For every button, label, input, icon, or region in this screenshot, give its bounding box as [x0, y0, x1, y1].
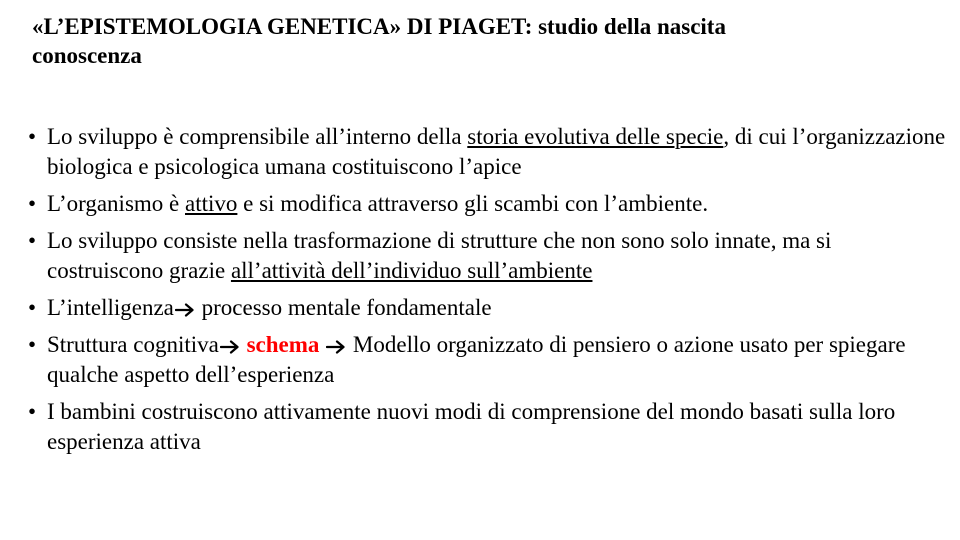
bullet-3-text: Lo sviluppo consiste nella trasformazione di strutture che non sono solo innate, ma si costruiscono grazie — [47, 228, 832, 283]
bullet-6-text: I bambini costruiscono attivamente nuovi modi di comprensione del mondo basati sulla loro esperienza attiva — [47, 399, 896, 454]
bullet-item-4 — [28, 293, 948, 323]
bullet-4-text-end: processo mentale fondamentale — [195, 295, 492, 320]
bullet-dot: • — [28, 332, 37, 357]
arrow-right-icon — [220, 340, 240, 354]
bullet-3-underlined: all’attività dell’individuo sull’ambiente — [230, 258, 593, 283]
bullet-dot: • — [28, 228, 37, 253]
bullet-dot: • — [28, 399, 37, 424]
bullet-2-underlined: attivo — [185, 191, 238, 216]
title-line-2: conoscenza — [32, 43, 142, 68]
bullet-dot: • — [28, 191, 37, 216]
bullet-5-text: Struttura cognitiva — [47, 332, 219, 357]
bullet-2-text-end: e si modifica attraverso gli scambi con l’ambiente. — [237, 191, 709, 216]
bullet-1-text: Lo sviluppo è comprensibile all’interno della — [47, 124, 468, 149]
bullet-4-text: L’intelligenza — [47, 295, 174, 320]
bullet-1-text-end: , di cui l’organizzazione biologica e psicologica umana costituiscono l’apice — [47, 124, 946, 179]
bullet-1-underlined: storia evolutiva delle specie — [467, 124, 724, 149]
arrow-right-icon — [175, 303, 195, 317]
bullet-2-text: L’organismo è — [47, 191, 185, 216]
bullet-item-1 — [28, 122, 948, 182]
arrow-right-icon — [326, 340, 346, 354]
bullet-dot: • — [28, 295, 37, 320]
bullet-item-2 — [28, 189, 948, 219]
bullet-list — [28, 122, 948, 464]
bullet-5-text-end: Modello organizzato di pensiero o azione usato per spiegare qualche aspetto dell’esperienza — [47, 332, 906, 387]
bullet-item-3 — [28, 226, 948, 286]
bullet-dot: • — [28, 124, 37, 149]
schema-highlight: schema — [246, 332, 320, 357]
title-line-1: «L’EPISTEMOLOGIA GENETICA» DI PIAGET: studio della nascita — [32, 14, 726, 39]
slide-title — [32, 12, 932, 70]
bullet-item-6 — [28, 397, 948, 457]
bullet-item-5 — [28, 330, 948, 390]
